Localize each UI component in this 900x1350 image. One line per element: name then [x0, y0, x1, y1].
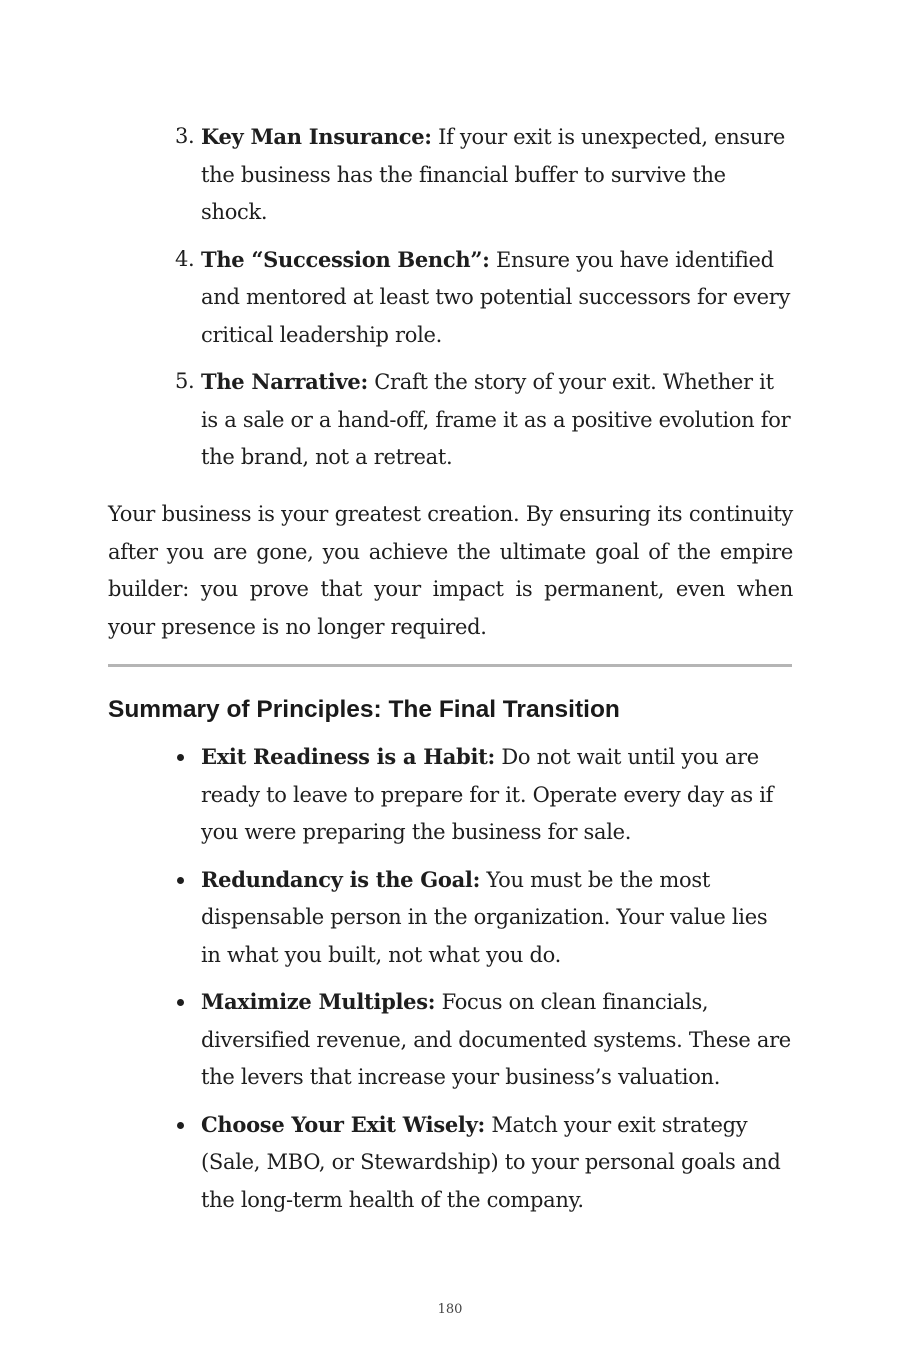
item-text: Ensure you have identified and mentored at least two potential successors for every critical leadership role.	[201, 247, 791, 347]
item-text: Match your exit strategy (Sale, MBO, or Stewardship) to your personal goals and the long-term health of the company.	[201, 1112, 781, 1212]
item-title: Choose Your Exit Wisely:	[201, 1111, 485, 1137]
section-divider	[108, 664, 792, 667]
bullet-list-item	[201, 1106, 793, 1220]
summary-bullet-list	[0, 738, 900, 1228]
numbered-list-item	[175, 241, 793, 355]
bullet-list-item	[201, 983, 793, 1097]
item-text: You must be the most dispensable person in the organization. Your value lies in what you built, not what you do.	[201, 867, 768, 967]
numbered-list-item	[175, 118, 793, 232]
page-number: 180	[437, 1302, 463, 1317]
list-number: 5.	[175, 369, 195, 393]
bullet-list-item	[201, 861, 793, 975]
bullet-icon	[177, 1122, 184, 1129]
numbered-list	[0, 118, 900, 486]
list-number: 4.	[175, 246, 195, 271]
bullet-list-item	[201, 738, 793, 852]
list-number: 3.	[175, 124, 195, 148]
item-title: Exit Readiness is a Habit:	[201, 744, 495, 769]
item-text: If your exit is unexpected, ensure the business has the financial buffer to survive the shock.	[201, 125, 785, 224]
item-title: Key Man Insurance:	[201, 124, 432, 149]
item-text: Craft the story of your exit. Whether it is a sale or a hand-off, frame it as a positive evolution for the brand, not a retreat.	[201, 370, 791, 469]
section-heading: Summary of Principles: The Final Transition	[108, 696, 620, 723]
bullet-icon	[177, 877, 184, 884]
item-text: Do not wait until you are ready to leave to prepare for it. Operate every day as if you were preparing the business for sale.	[201, 745, 774, 844]
bullet-icon	[177, 999, 184, 1006]
item-title: Redundancy is the Goal:	[201, 866, 481, 892]
item-text: Focus on clean financials, diversified revenue, and documented systems. These are the levers that increase your business’s valuation.	[201, 990, 791, 1089]
item-title: The Narrative:	[201, 369, 368, 394]
closing-paragraph: Your business is your greatest creation. By ensuring its continuity after you are gone, you achieve the ultimate goal of the empire builder: you prove that your impact is permanent, even when your presence is no longer required.	[108, 502, 793, 639]
bullet-icon	[177, 754, 184, 761]
numbered-list-item	[175, 363, 793, 477]
item-title: Maximize Multiples:	[201, 989, 436, 1014]
item-title: The “Succession Bench”:	[201, 246, 490, 272]
